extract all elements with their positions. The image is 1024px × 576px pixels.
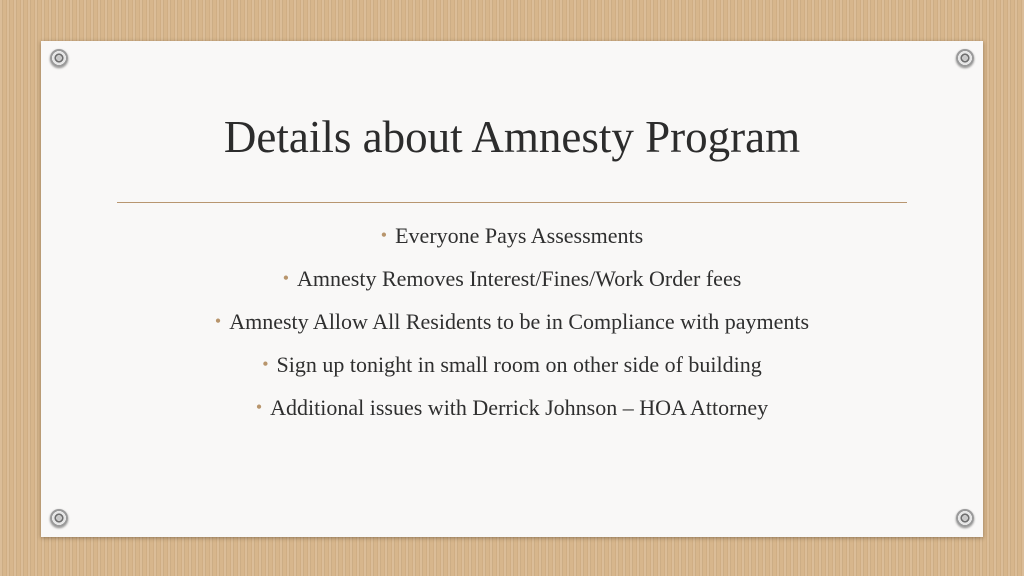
bullet-item [41,386,983,429]
bullet-dot-icon: • [255,397,263,417]
bullet-item [41,214,983,257]
bullet-text: Sign up tonight in small room on other side of building [276,352,762,377]
screw-icon [50,49,68,67]
bullet-item [41,257,983,300]
bullet-dot-icon: • [262,354,269,374]
bullet-item [41,300,983,343]
screw-icon [50,509,68,527]
bullet-list [41,214,983,429]
bullet-dot-icon: • [380,225,388,245]
screw-icon [956,509,974,527]
bullet-text: Amnesty Allow All Residents to be in Compliance with payments [229,309,810,334]
title-divider [117,202,907,203]
bullet-text: Everyone Pays Assessments [395,223,644,248]
bullet-text: Additional issues with Derrick Johnson – HOA Attorney [270,395,769,420]
bullet-dot-icon: • [214,311,222,331]
slide-title: Details about Amnesty Program [223,112,801,162]
bullet-text: Amnesty Removes Interest/Fines/Work Order fees [297,266,742,291]
bullet-dot-icon: • [282,268,290,288]
screw-icon [956,49,974,67]
bullet-item [41,343,983,386]
